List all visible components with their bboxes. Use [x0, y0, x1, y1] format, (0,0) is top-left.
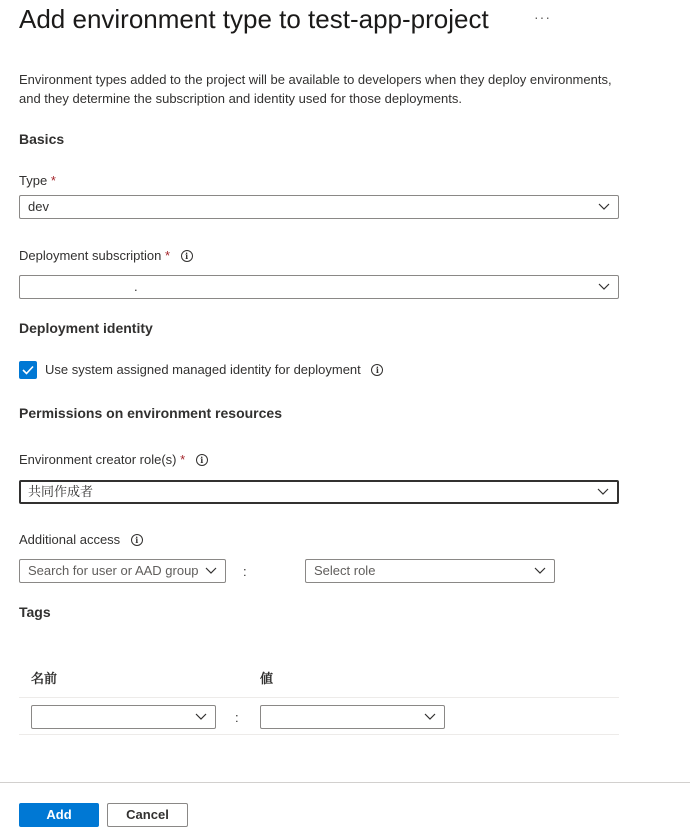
additional-access-label-text: Additional access	[19, 532, 121, 547]
creator-role-label-text: Environment creator role(s)	[19, 452, 177, 467]
required-mark: *	[164, 248, 171, 263]
deployment-identity-heading: Deployment identity	[19, 320, 153, 336]
creator-role-label	[19, 452, 208, 467]
chevron-down-icon	[598, 283, 610, 291]
managed-identity-label-text: Use system assigned managed identity for deployment	[45, 362, 361, 377]
chevron-down-icon	[424, 713, 436, 721]
page-description: Environment types added to the project will be available to developers when they deploy environments, and they determine the subscription and identity used for those deployments.	[19, 72, 612, 106]
type-label	[19, 173, 56, 188]
select-role-placeholder: Select role	[314, 563, 376, 578]
required-mark: *	[50, 173, 56, 188]
tags-row-divider	[19, 734, 619, 735]
managed-identity-checkbox[interactable]	[19, 361, 37, 379]
select-role-dropdown[interactable]	[305, 559, 555, 583]
permissions-heading: Permissions on environment resources	[19, 405, 282, 421]
basics-heading: Basics	[19, 131, 65, 147]
chevron-down-icon	[598, 203, 610, 211]
chevron-down-icon	[597, 488, 609, 496]
type-dropdown[interactable]	[19, 195, 619, 219]
info-icon[interactable]: i	[131, 534, 143, 546]
subscription-label	[19, 248, 193, 263]
subscription-label-text: Deployment subscription	[19, 248, 162, 263]
tags-column-value: 値	[260, 671, 274, 686]
info-icon[interactable]: i	[196, 454, 208, 466]
tags-header-divider	[19, 697, 619, 698]
user-group-search-placeholder: Search for user or AAD group	[28, 563, 199, 578]
footer-divider	[0, 782, 690, 783]
required-mark: *	[180, 452, 186, 467]
chevron-down-icon	[534, 567, 546, 575]
creator-role-dropdown-value: 共同作成者	[28, 484, 94, 499]
tags-heading: Tags	[19, 604, 51, 620]
access-separator: :	[243, 564, 247, 579]
managed-identity-label	[45, 362, 383, 377]
creator-role-dropdown[interactable]	[19, 480, 619, 504]
tag-name-dropdown[interactable]	[31, 705, 216, 729]
chevron-down-icon	[205, 567, 217, 575]
chevron-down-icon	[195, 713, 207, 721]
tags-column-name: 名前	[31, 671, 58, 686]
user-group-search-dropdown[interactable]	[19, 559, 226, 583]
tag-value-dropdown[interactable]	[260, 705, 445, 729]
checkmark-icon	[22, 365, 34, 375]
info-icon[interactable]: i	[181, 250, 193, 262]
info-icon[interactable]: i	[371, 364, 383, 376]
tag-separator: :	[235, 710, 239, 725]
type-dropdown-value: dev	[28, 199, 49, 214]
subscription-dropdown-value: .	[134, 279, 138, 294]
page-title: Add environment type to test-app-project	[19, 4, 489, 34]
cancel-button[interactable]: Cancel	[107, 803, 188, 827]
more-options-icon[interactable]: ···	[534, 9, 551, 25]
additional-access-label	[19, 532, 143, 547]
add-button[interactable]: Add	[19, 803, 99, 827]
type-label-text: Type	[19, 173, 48, 188]
subscription-dropdown[interactable]	[19, 275, 619, 299]
